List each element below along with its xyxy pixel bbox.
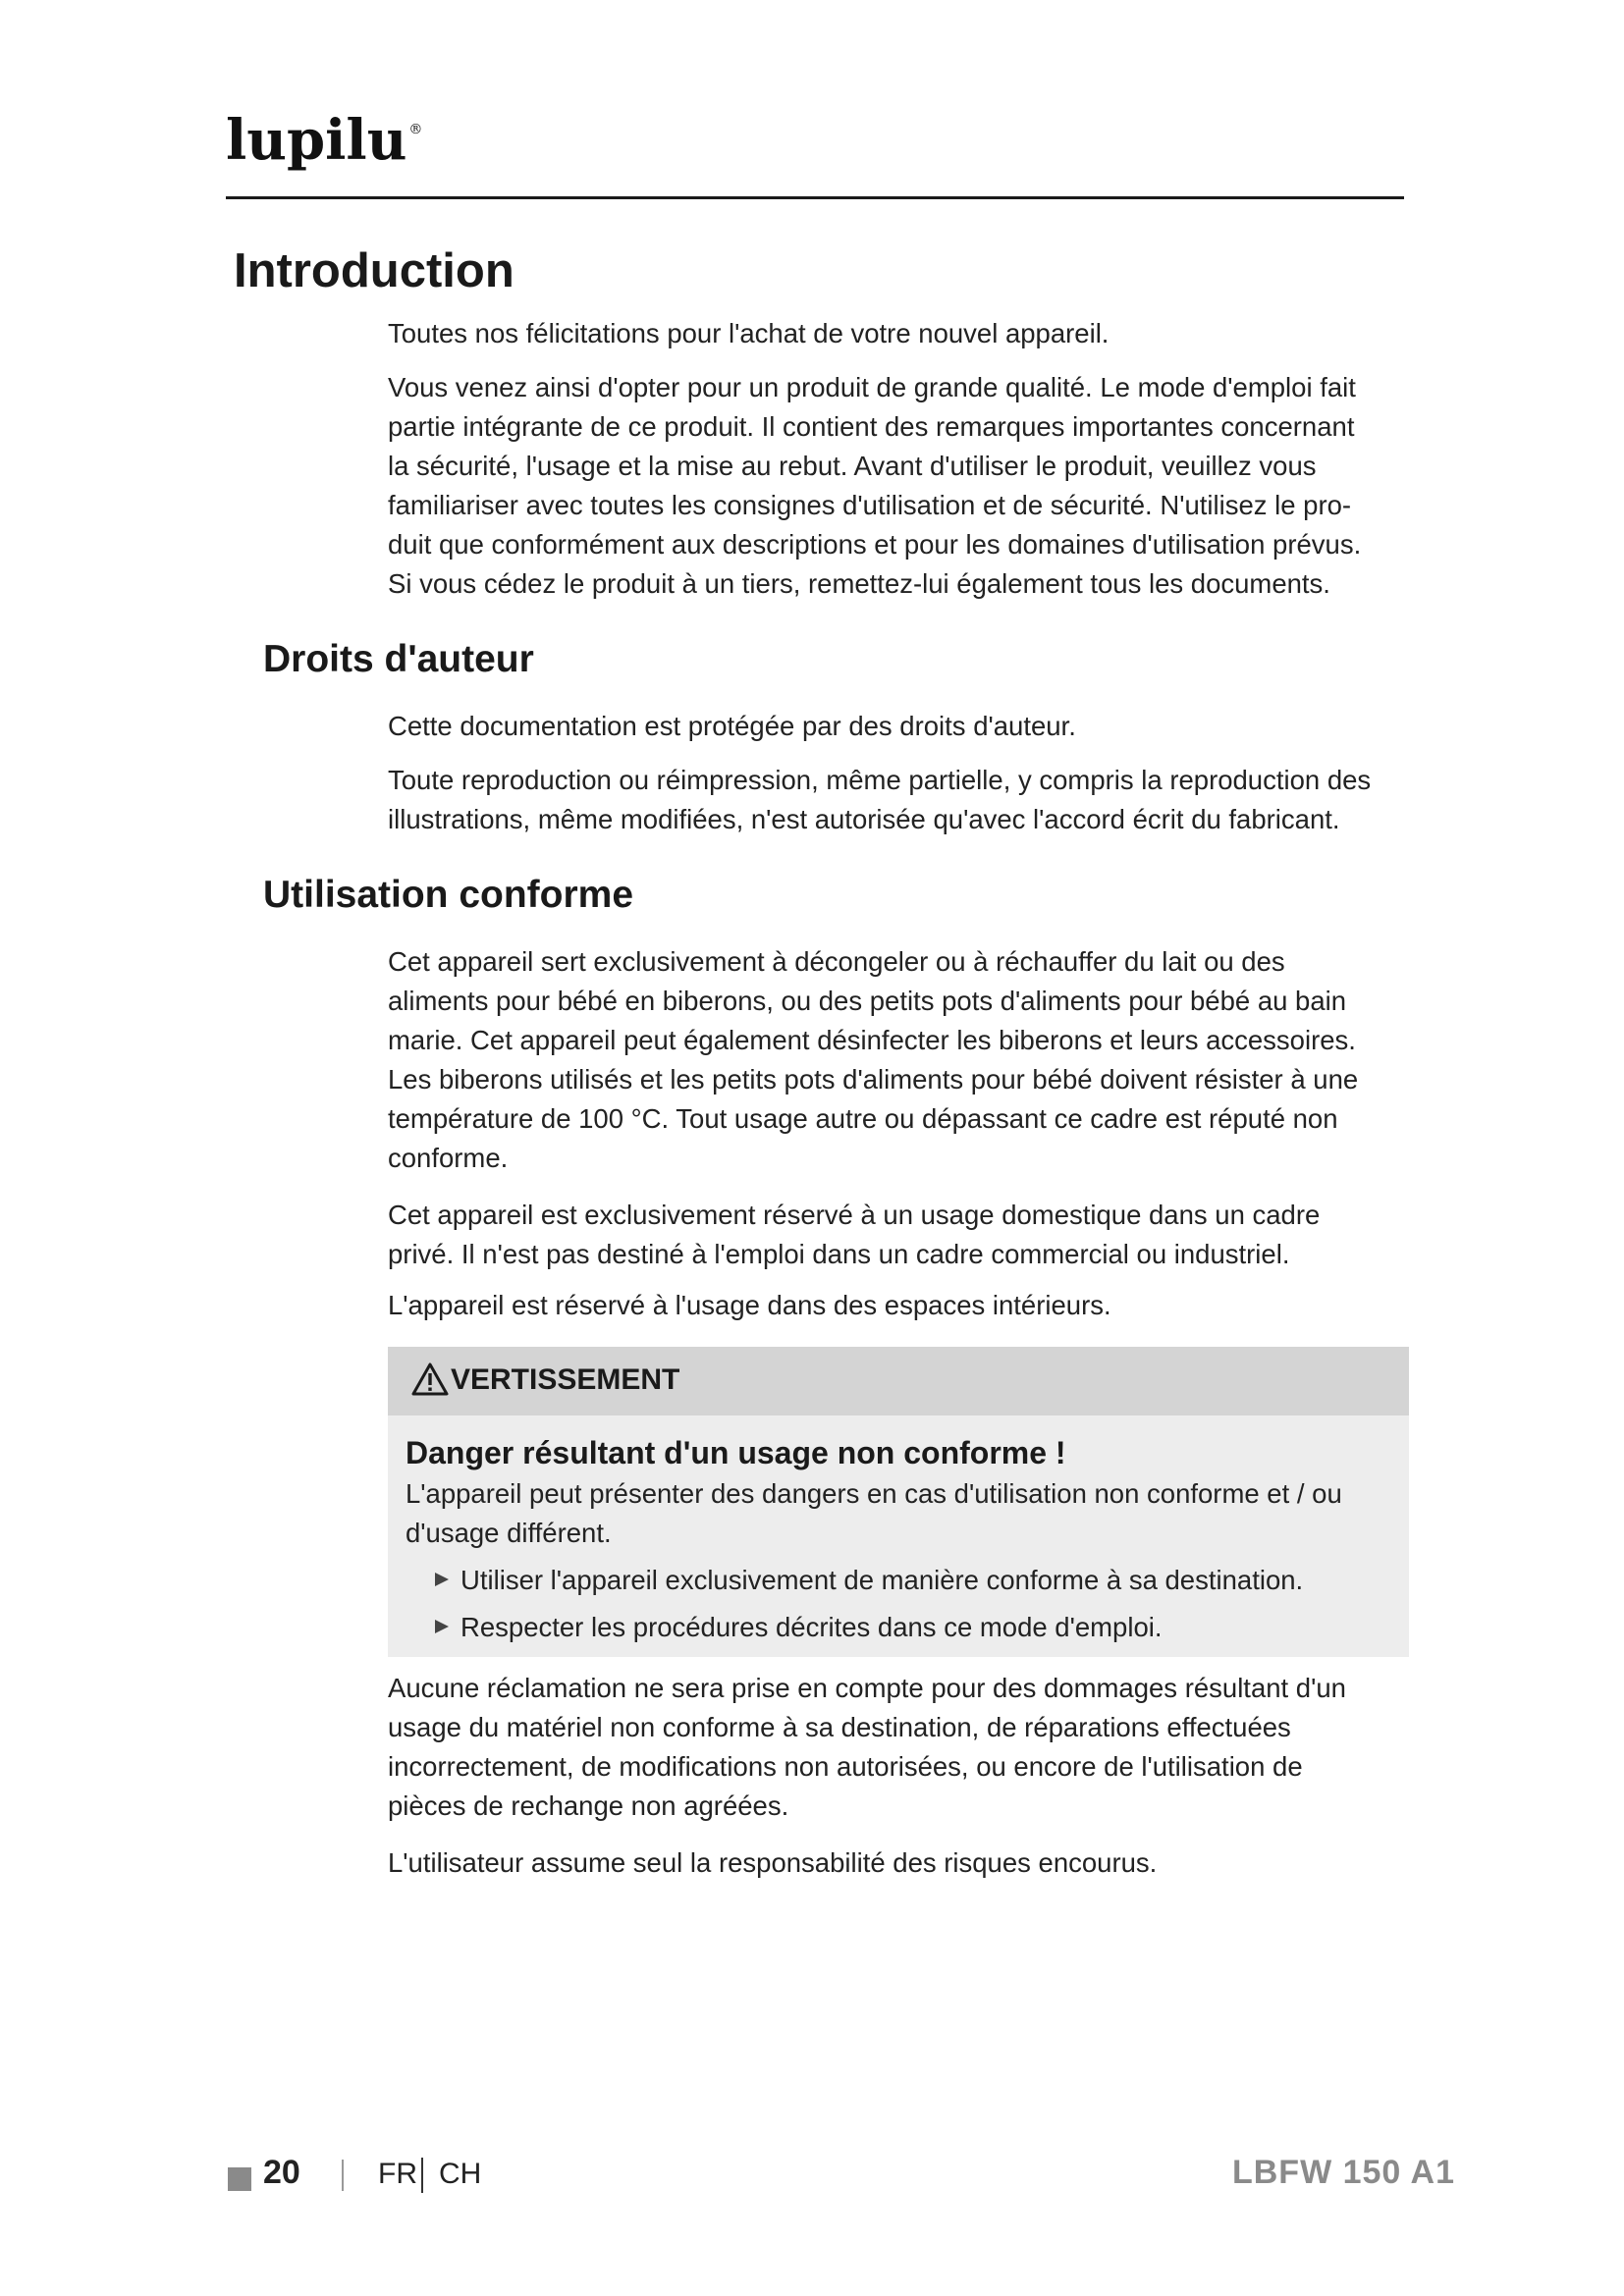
copyright-paragraph-2	[388, 761, 1409, 839]
brand-logo	[226, 108, 423, 173]
text-line: température de 100 °C. Tout usage autre ou dépassant ce cadre est réputé non	[388, 1103, 1338, 1134]
bullet-text: Utiliser l'appareil exclusivement de manière conforme à sa destination.	[460, 1565, 1304, 1595]
warning-bullet	[435, 1561, 1303, 1600]
text-line: marie. Cet appareil peut également désinfecter les biberons et leurs accessoires.	[388, 1025, 1356, 1055]
intro-paragraph-2	[388, 368, 1409, 604]
footer-divider	[342, 2160, 344, 2191]
text-line: partie intégrante de ce produit. Il contient des remarques importantes concernant	[388, 411, 1355, 442]
text-line: Cet appareil est exclusivement réservé à un usage domestique dans un cadre	[388, 1200, 1321, 1230]
warning-label: VERTISSEMENT	[451, 1363, 680, 1396]
intro-paragraph-1: Toutes nos félicitations pour l'achat de votre nouvel appareil.	[388, 318, 1110, 348]
usage-paragraph-4	[388, 1669, 1409, 1826]
bullet-arrow-icon	[435, 1620, 449, 1633]
text-line: Si vous cédez le produit à un tiers, remettez-lui également tous les documents.	[388, 568, 1330, 599]
copyright-paragraph-1: Cette documentation est protégée par des droits d'auteur.	[388, 711, 1076, 741]
text-line: Les biberons utilisés et les petits pots d'aliments pour bébé doivent résister à une	[388, 1064, 1359, 1095]
footer-square-icon	[228, 2167, 251, 2191]
copyright-title: Droits d'auteur	[263, 638, 534, 680]
text-line: conforme.	[388, 1143, 509, 1173]
text-line: familiariser avec toutes les consignes d'utilisation et de sécurité. N'utilisez le pro-	[388, 490, 1352, 520]
model-number: LBFW 150 A1	[1231, 2154, 1455, 2191]
warning-triangle-icon	[411, 1362, 449, 1396]
warning-box	[388, 1347, 1409, 1657]
text-line: Vous venez ainsi d'opter pour un produit de grande qualité. Le mode d'emploi fait	[388, 372, 1356, 402]
footer-divider	[421, 2158, 423, 2193]
text-line: aliments pour bébé en biberons, ou des petits pots d'aliments pour bébé au bain	[388, 986, 1347, 1016]
text-line: incorrectement, de modifications non autorisées, ou encore de l'utilisation de	[388, 1751, 1303, 1782]
text-line: Aucune réclamation ne sera prise en compte pour des dommages résultant d'un	[388, 1673, 1346, 1703]
warning-header	[388, 1347, 1409, 1415]
registered-mark: ®	[408, 122, 423, 137]
logo-text: lupilu	[226, 108, 407, 173]
text-line: d'usage différent.	[406, 1518, 612, 1548]
footer-language-fr: FR	[378, 2158, 417, 2190]
usage-title: Utilisation conforme	[263, 874, 634, 916]
warning-subtitle: Danger résultant d'un usage non conforme !	[406, 1435, 1066, 1470]
usage-paragraph-3: L'appareil est réservé à l'usage dans des espaces intérieurs.	[388, 1290, 1111, 1320]
text-line: Cet appareil sert exclusivement à décongeler ou à réchauffer du lait ou des	[388, 946, 1285, 977]
footer-language-ch: CH	[439, 2158, 482, 2190]
text-line: usage du matériel non conforme à sa destination, de réparations effectuées	[388, 1712, 1291, 1742]
text-line: privé. Il n'est pas destiné à l'emploi dans un cadre commercial ou industriel.	[388, 1239, 1290, 1269]
text-line: L'appareil peut présenter des dangers en cas d'utilisation non conforme et / ou	[406, 1478, 1342, 1509]
bullet-arrow-icon	[435, 1573, 449, 1586]
bullet-text: Respecter les procédures décrites dans ce mode d'emploi.	[460, 1612, 1163, 1642]
text-line: duit que conformément aux descriptions et pour les domaines d'utilisation prévus.	[388, 529, 1362, 560]
intro-title: Introduction	[234, 244, 514, 297]
warning-text	[406, 1474, 1397, 1553]
text-line: la sécurité, l'usage et la mise au rebut. Avant d'utiliser le produit, veuillez vous	[388, 451, 1317, 481]
usage-paragraph-1	[388, 942, 1409, 1178]
header-rule	[226, 196, 1404, 199]
warning-bullet	[435, 1608, 1163, 1647]
usage-paragraph-5: L'utilisateur assume seul la responsabilité des risques encourus.	[388, 1847, 1158, 1878]
text-line: pièces de rechange non agréées.	[388, 1790, 789, 1821]
text-line: illustrations, même modifiées, n'est autorisée qu'avec l'accord écrit du fabricant.	[388, 804, 1340, 834]
text-line: Toute reproduction ou réimpression, même partielle, y compris la reproduction des	[388, 765, 1372, 795]
usage-paragraph-2	[388, 1196, 1409, 1274]
page-number: 20	[263, 2154, 300, 2191]
